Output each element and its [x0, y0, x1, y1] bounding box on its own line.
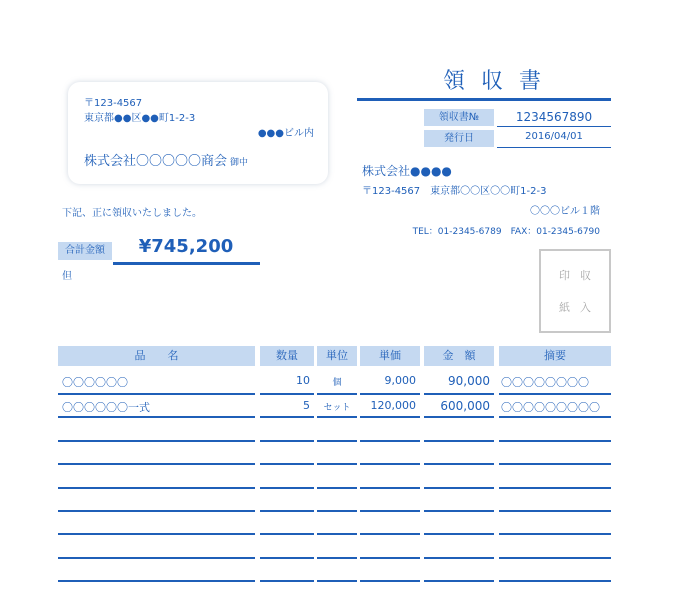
table-row-line — [317, 393, 357, 395]
table-row-line — [360, 557, 420, 559]
row-2-amount: 600,000 — [440, 399, 490, 413]
table-row-line — [499, 557, 611, 559]
table-row-line — [360, 393, 420, 395]
table-row-line — [360, 510, 420, 512]
table-row-line — [499, 510, 611, 512]
table-row-line — [260, 440, 314, 442]
header-item: 品 名 — [58, 346, 255, 366]
table-row-line — [58, 440, 255, 442]
receipt-number-label: 領収書№ — [424, 109, 494, 126]
total-underline — [113, 262, 260, 265]
table-row-line — [260, 393, 314, 395]
table-row-line — [58, 487, 255, 489]
header-qty: 数量 — [260, 346, 314, 366]
table-row-line — [317, 440, 357, 442]
row-1-unit: 個 — [332, 378, 342, 388]
table-row-line — [317, 533, 357, 535]
table-row-line — [499, 533, 611, 535]
table-row-line — [424, 440, 494, 442]
issuer-tel-fax: TEL：01-2345-6789 FAX：01-2345-6790 — [412, 227, 600, 237]
revenue-stamp-box — [539, 249, 611, 333]
receipt-notice: 下記、正に領収いたしました。 — [62, 208, 202, 219]
table-row-line — [360, 487, 420, 489]
row-2-item: 〇〇〇〇〇〇一式 — [62, 401, 150, 414]
header-unit: 単位 — [317, 346, 357, 366]
table-row-line — [317, 416, 357, 418]
table-row-line — [58, 416, 255, 418]
row-2-unit: セット — [323, 403, 351, 413]
recipient-address-1: 東京都●●区●●町1-2-3 — [84, 113, 196, 124]
table-row-line — [260, 510, 314, 512]
recipient-company-name: 株式会社〇〇〇〇〇商会 — [84, 154, 228, 169]
header-amount: 金 額 — [424, 346, 494, 366]
stamp-text-line-2: 紙入 — [559, 301, 601, 314]
table-row-line — [499, 393, 611, 395]
proviso-label: 但 — [62, 271, 72, 282]
issuer-company: 株式会社●●●● — [362, 164, 452, 178]
stamp-text-line-1: 印収 — [559, 269, 601, 282]
table-row-line — [260, 580, 314, 582]
header-price: 単価 — [360, 346, 420, 366]
table-row-line — [58, 533, 255, 535]
title-underline — [357, 98, 611, 101]
table-row-line — [360, 416, 420, 418]
issue-date-value: 2016/04/01 — [497, 131, 611, 148]
table-row-line — [58, 580, 255, 582]
table-row-line — [424, 580, 494, 582]
issue-date-label: 発行日 — [424, 130, 494, 147]
table-row-line — [424, 487, 494, 489]
table-row-line — [499, 463, 611, 465]
issuer-address: 〒123-4567 東京都〇〇区〇〇町1-2-3 — [362, 186, 547, 197]
table-row-line — [317, 510, 357, 512]
table-row-line — [58, 510, 255, 512]
table-row-line — [317, 463, 357, 465]
row-2-qty: 5 — [303, 399, 310, 412]
table-row-line — [58, 557, 255, 559]
recipient-honorific: 御中 — [230, 158, 249, 168]
row-2-price: 120,000 — [370, 399, 416, 412]
table-row-line — [499, 440, 611, 442]
table-row-line — [317, 487, 357, 489]
table-row-line — [260, 557, 314, 559]
table-row-line — [499, 580, 611, 582]
table-row-line — [499, 487, 611, 489]
table-row-line — [260, 533, 314, 535]
table-row-line — [260, 463, 314, 465]
table-row-line — [424, 393, 494, 395]
table-row-line — [499, 416, 611, 418]
table-row-line — [260, 416, 314, 418]
recipient-address-2: ●●●ビル内 — [257, 128, 314, 139]
table-row-line — [58, 393, 255, 395]
issuer-building: 〇〇〇ビル１階 — [530, 206, 600, 217]
table-row-line — [360, 463, 420, 465]
table-row-line — [360, 533, 420, 535]
table-row-line — [424, 557, 494, 559]
row-1-item: 〇〇〇〇〇〇 — [62, 376, 128, 389]
row-2-note: 〇〇〇〇〇〇〇〇〇 — [501, 401, 600, 414]
total-amount: ¥745,200 — [138, 236, 234, 257]
row-1-price: 9,000 — [384, 374, 416, 387]
row-1-note: 〇〇〇〇〇〇〇〇 — [501, 376, 589, 389]
table-row-line — [58, 463, 255, 465]
table-row-line — [424, 416, 494, 418]
table-row-line — [260, 487, 314, 489]
row-1-qty: 10 — [296, 374, 310, 387]
recipient-company — [84, 150, 248, 169]
table-row-line — [317, 557, 357, 559]
receipt-number-value: 1234567890 — [497, 110, 611, 127]
table-row-line — [360, 440, 420, 442]
table-row-line — [360, 580, 420, 582]
header-note: 摘要 — [499, 346, 611, 366]
row-1-amount: 90,000 — [448, 374, 490, 388]
table-row-line — [317, 580, 357, 582]
table-row-line — [424, 533, 494, 535]
recipient-card — [68, 82, 328, 184]
table-row-line — [424, 510, 494, 512]
recipient-zip: 〒123-4567 — [84, 98, 143, 109]
document-title: 領収書 — [442, 69, 557, 94]
total-label: 合計金額 — [58, 242, 112, 260]
table-row-line — [424, 463, 494, 465]
